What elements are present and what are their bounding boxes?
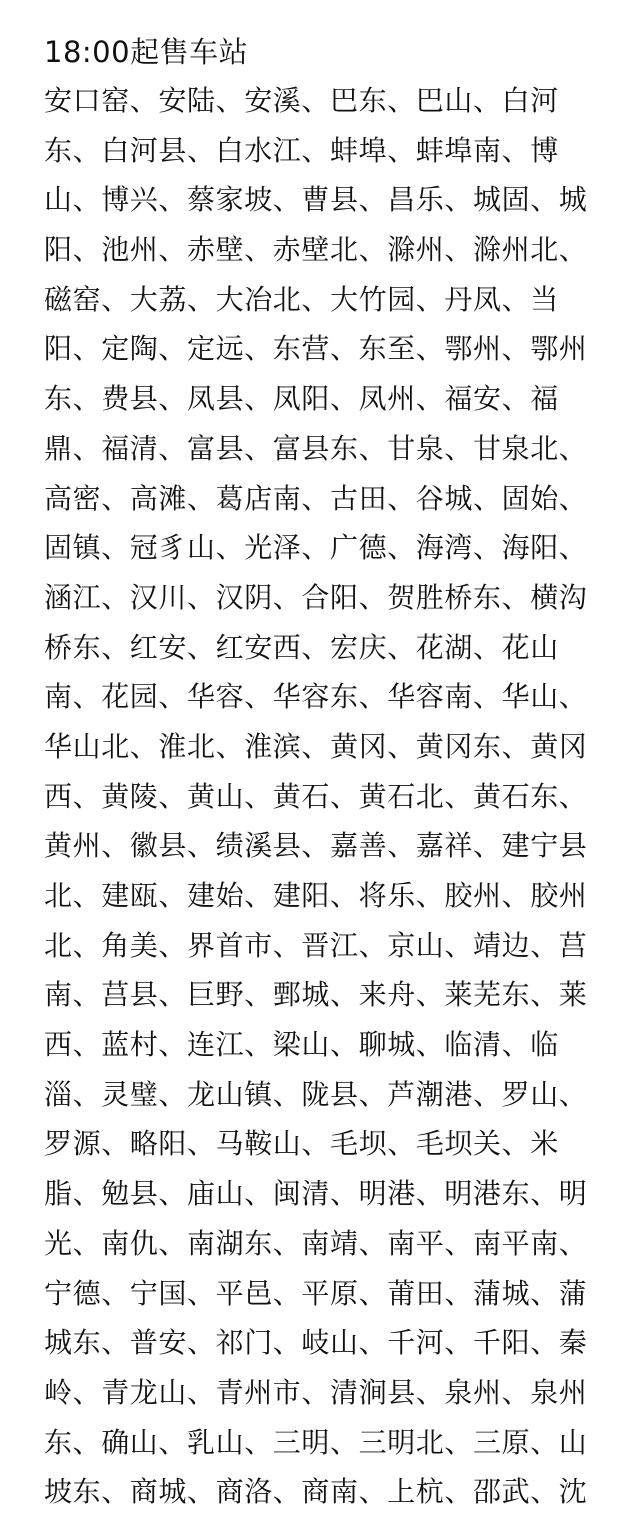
station-line: 固镇、冠豸山、光泽、广德、海湾、海阳、 xyxy=(44,531,588,565)
station-line: 磁窑、大荔、大冶北、大竹园、丹凤、当 xyxy=(44,282,559,316)
station-list-document xyxy=(44,28,604,1517)
station-line: 高密、高滩、葛店南、古田、谷城、固始、 xyxy=(44,481,588,515)
station-line: 光、南仇、南湖东、南靖、南平、南平南、 xyxy=(44,1226,588,1260)
station-line: 阳、定陶、定远、东营、东至、鄂州、鄂州 xyxy=(44,332,588,366)
station-line: 脂、勉县、庙山、闽清、明港、明港东、明 xyxy=(44,1177,588,1211)
page-title: 18:00起售车站 xyxy=(44,35,249,69)
station-line: 宁德、宁国、平邑、平原、莆田、蒲城、蒲 xyxy=(44,1276,588,1310)
station-line: 南、花园、华容、华容东、华容南、华山、 xyxy=(44,680,588,714)
station-line: 涵江、汉川、汉阴、合阳、贺胜桥东、横沟 xyxy=(44,580,588,614)
station-line: 坡东、商城、商洛、商南、上杭、邵武、沈 xyxy=(44,1475,588,1509)
station-line: 淄、灵璧、龙山镇、陇县、芦潮港、罗山、 xyxy=(44,1077,588,1111)
station-line: 山、博兴、蔡家坡、曹县、昌乐、城固、城 xyxy=(44,183,588,217)
station-line: 东、确山、乳山、三明、三明北、三原、山 xyxy=(44,1425,588,1459)
station-line: 阳、池州、赤壁、赤壁北、滁州、滁州北、 xyxy=(44,233,588,267)
station-line: 东、费县、凤县、凤阳、凤州、福安、福 xyxy=(44,382,559,416)
station-line: 东、白河县、白水江、蚌埠、蚌埠南、博 xyxy=(44,133,559,167)
station-line: 鼎、福清、富县、富县东、甘泉、甘泉北、 xyxy=(44,431,588,465)
station-line: 南、莒县、巨野、鄄城、来舟、莱芜东、莱 xyxy=(44,978,588,1012)
station-line: 华山北、淮北、淮滨、黄冈、黄冈东、黄冈 xyxy=(44,729,588,763)
station-line: 西、蓝村、连江、梁山、聊城、临清、临 xyxy=(44,1028,559,1062)
station-line: 安口窑、安陆、安溪、巴东、巴山、白河 xyxy=(44,84,559,117)
station-line: 北、建瓯、建始、建阳、将乐、胶州、胶州 xyxy=(44,879,588,912)
station-line: 岭、青龙山、青州市、清涧县、泉州、泉州 xyxy=(44,1375,588,1409)
station-line: 城东、普安、祁门、岐山、千河、千阳、秦 xyxy=(44,1326,588,1360)
station-line: 黄州、徽县、绩溪县、嘉善、嘉祥、建宁县 xyxy=(44,829,588,863)
station-line: 北、角美、界首市、晋江、京山、靖边、莒 xyxy=(44,928,588,962)
station-line: 罗源、略阳、马鞍山、毛坝、毛坝关、米 xyxy=(44,1127,559,1161)
station-line: 西、黄陵、黄山、黄石、黄石北、黄石东、 xyxy=(44,779,588,813)
station-list xyxy=(44,76,604,1517)
station-line: 桥东、红安、红安西、宏庆、花湖、花山 xyxy=(44,630,559,664)
